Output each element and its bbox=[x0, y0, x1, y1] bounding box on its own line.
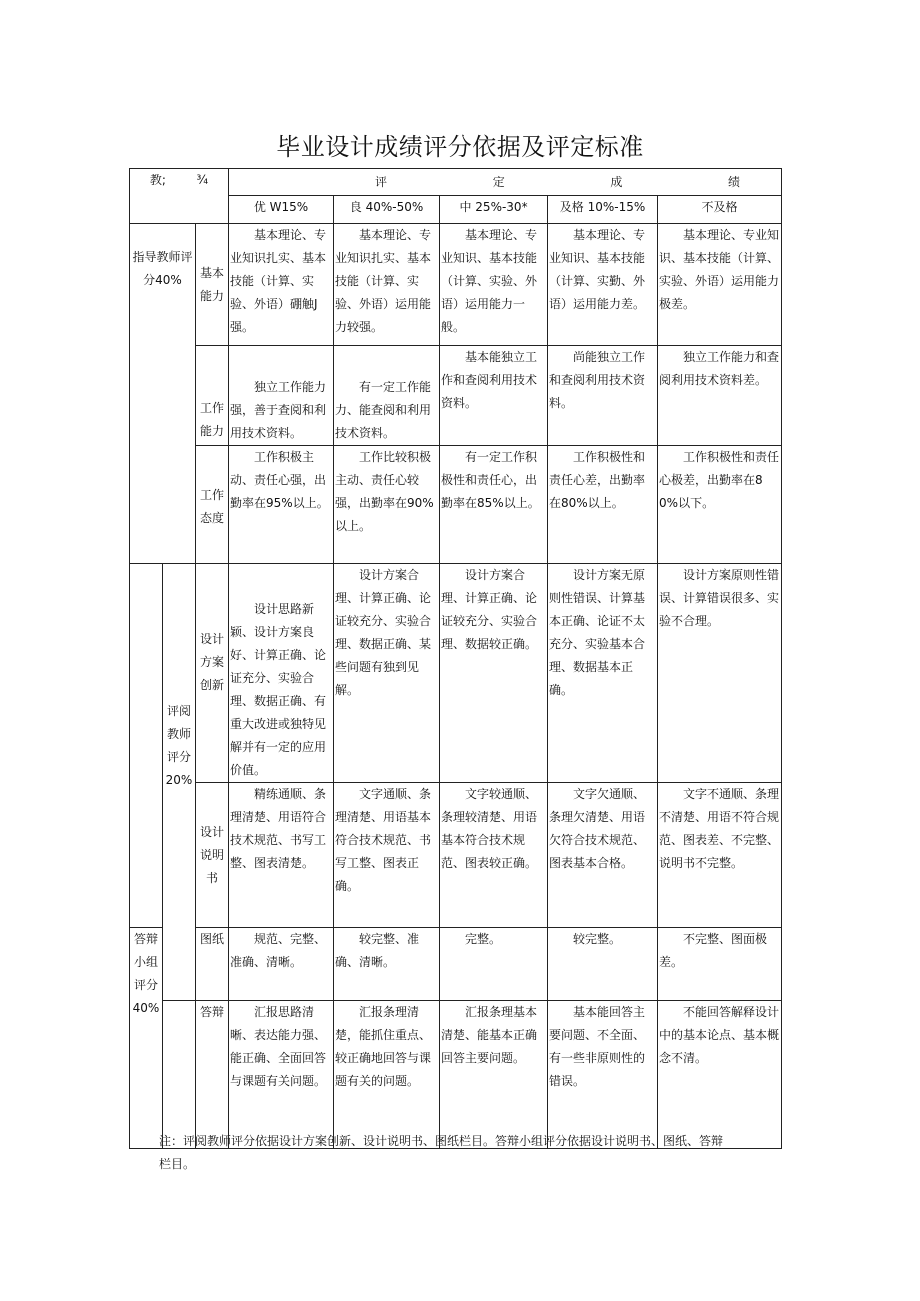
criteria-cell: 独立工作能力和查阅利用技术资料差。 bbox=[658, 346, 782, 446]
criteria-cell: 文字较通顺、条理较清楚、用语基本符合技术规范、图表较正确。 bbox=[440, 783, 548, 928]
criteria-cell: 汇报条理基本清楚、能基本正确回答主要问题。 bbox=[440, 1001, 548, 1149]
grade-header: 及格 10%-15% bbox=[548, 196, 658, 224]
criteria-cell: 基本理论、专业知识、基本技能（计算、实验、外语）运用能力极差。 bbox=[658, 224, 782, 346]
header-span-char: 绩 bbox=[728, 174, 741, 189]
header-row-1 bbox=[130, 169, 782, 196]
table-row bbox=[130, 1001, 782, 1149]
footnote-text: 注：评阅教师评分依据设计方案创新、设计说明书、图纸栏目。答辩小组评分依据设计说明书、图纸、答辩栏目。 bbox=[159, 1134, 724, 1171]
criteria-cell: 不能回答解释设计中的基本论点、基本概念不清。 bbox=[658, 1001, 782, 1149]
table-row bbox=[130, 928, 782, 1001]
row-label: 答辩 bbox=[196, 1001, 229, 1149]
criteria-cell: 不完整、图面极差。 bbox=[658, 928, 782, 1001]
empty-cell bbox=[130, 564, 163, 928]
table-row bbox=[130, 564, 782, 783]
header-corner-cell bbox=[130, 169, 229, 224]
row-label: 基本能力 bbox=[196, 224, 229, 346]
criteria-cell: 文字不通顺、条理不清楚、用语不符合规范、图表差、不完整、说明书不完整。 bbox=[658, 783, 782, 928]
criteria-cell: 基本理论、专业知识、基本技能（计算、实验、外语）运用能力一般。 bbox=[440, 224, 548, 346]
footnote bbox=[129, 1130, 729, 1176]
criteria-cell: 规范、完整、准确、清晰。 bbox=[229, 928, 334, 1001]
criteria-cell: 工作积极主动、责任心强，出勤率在95%以上。 bbox=[229, 446, 334, 564]
criteria-cell: 独立工作能力强，善于查阅和利用技术资料。 bbox=[229, 346, 334, 446]
criteria-cell: 设计方案原则性错误、计算错误很多、实验不合理。 bbox=[658, 564, 782, 783]
row-label: 图纸 bbox=[196, 928, 229, 1001]
empty-cell bbox=[163, 1001, 196, 1149]
grade-header: 不及格 bbox=[658, 196, 782, 224]
criteria-cell: 设计方案无原则性错误、计算基本正确、论证不太充分、实验基本合理、数据基本正确。 bbox=[548, 564, 658, 783]
criteria-cell: 较完整。 bbox=[548, 928, 658, 1001]
criteria-cell: 完整。 bbox=[440, 928, 548, 1001]
grade-header: 优 W15% bbox=[229, 196, 334, 224]
criteria-cell: 汇报条理清楚，能抓住重点、较正确地回答与课题有关的问题。 bbox=[334, 1001, 440, 1149]
criteria-cell: 基本理论、专业知识扎实、基本技能（计算、实验、外语）运用能力较强。 bbox=[334, 224, 440, 346]
criteria-cell: 文字通顺、条理清楚、用语基本符合技术规范、书写工整、图表正确。 bbox=[334, 783, 440, 928]
table-row bbox=[130, 224, 782, 346]
criteria-cell: 设计方案合理、计算正确、论证较充分、实验合理、数据正确、某些问题有独到见解。 bbox=[334, 564, 440, 783]
criteria-cell: 设计方案合理、计算正确、论证较充分、实验合理、数据较正确。 bbox=[440, 564, 548, 783]
criteria-cell: 设计思路新颖、设计方案良好、计算正确、论证充分、实验合理、数据正确、有重大改进或独特见解并有一定的应用价值。 bbox=[229, 564, 334, 783]
criteria-cell: 基本理论、专业知识、基本技能（计算、实勤、外语）运用能力差。 bbox=[548, 224, 658, 346]
header-span-char: 成 bbox=[610, 174, 623, 189]
row-label: 设计说明书 bbox=[196, 783, 229, 928]
criteria-cell: 汇报思路清晰、表达能力强、能正确、全面回答与课题有关问题。 bbox=[229, 1001, 334, 1149]
header-span-char: 评 bbox=[375, 174, 388, 189]
page-title: 毕业设计成绩评分依据及评定标准 bbox=[276, 133, 644, 161]
criteria-cell: 工作比较积极主动、责任心较强，出勤率在90%以上。 bbox=[334, 446, 440, 564]
criteria-cell: 有一定工作能力、能查阅和利用技术资料。 bbox=[334, 346, 440, 446]
header-span-cell bbox=[229, 169, 782, 196]
criteria-cell: 基本理论、专业知识扎实、基本技能（计算、实验、外语）硼触J强。 bbox=[229, 224, 334, 346]
group-reviewer-label: 评阅教师评分20% bbox=[163, 564, 196, 1001]
criteria-cell: 精练通顺、条理清楚、用语符合技术规范、书写工整、图表清楚。 bbox=[229, 783, 334, 928]
group-advisor-label: 指导教师评分40% bbox=[130, 224, 196, 564]
criteria-cell: 文字欠通顺、条理欠清楚、用语欠符合技术规范、图表基本合格。 bbox=[548, 783, 658, 928]
row-label: 工作态度 bbox=[196, 446, 229, 564]
grade-header: 良 40%-50% bbox=[334, 196, 440, 224]
group-defense-label: 答辩小组评分40% bbox=[130, 928, 163, 1149]
table-row bbox=[130, 783, 782, 928]
header-span-char: 定 bbox=[492, 174, 505, 189]
criteria-cell: 工作积极性和责任心极差，出勤率在80%以下。 bbox=[658, 446, 782, 564]
header-corner-right: ¾ bbox=[196, 173, 209, 187]
row-label: 设计方案创新 bbox=[196, 564, 229, 783]
criteria-cell: 工作积极性和责任心差，出勤率在80%以上。 bbox=[548, 446, 658, 564]
grade-header: 中 25%-30* bbox=[440, 196, 548, 224]
criteria-cell: 尚能独立工作和查阅利用技术资料。 bbox=[548, 346, 658, 446]
grading-table bbox=[129, 168, 782, 1149]
criteria-cell: 基本能独立工作和查阅利用技术资料。 bbox=[440, 346, 548, 446]
criteria-cell: 有一定工作积极性和责任心，出勤率在85%以上。 bbox=[440, 446, 548, 564]
header-corner-left: 教; bbox=[149, 173, 166, 187]
criteria-cell: 较完整、准确、清晰。 bbox=[334, 928, 440, 1001]
row-label: 工作能力 bbox=[196, 346, 229, 446]
table-row bbox=[130, 346, 782, 446]
table-row bbox=[130, 446, 782, 564]
criteria-cell: 基本能回答主要问题、不全面、有一些非原则性的错误。 bbox=[548, 1001, 658, 1149]
